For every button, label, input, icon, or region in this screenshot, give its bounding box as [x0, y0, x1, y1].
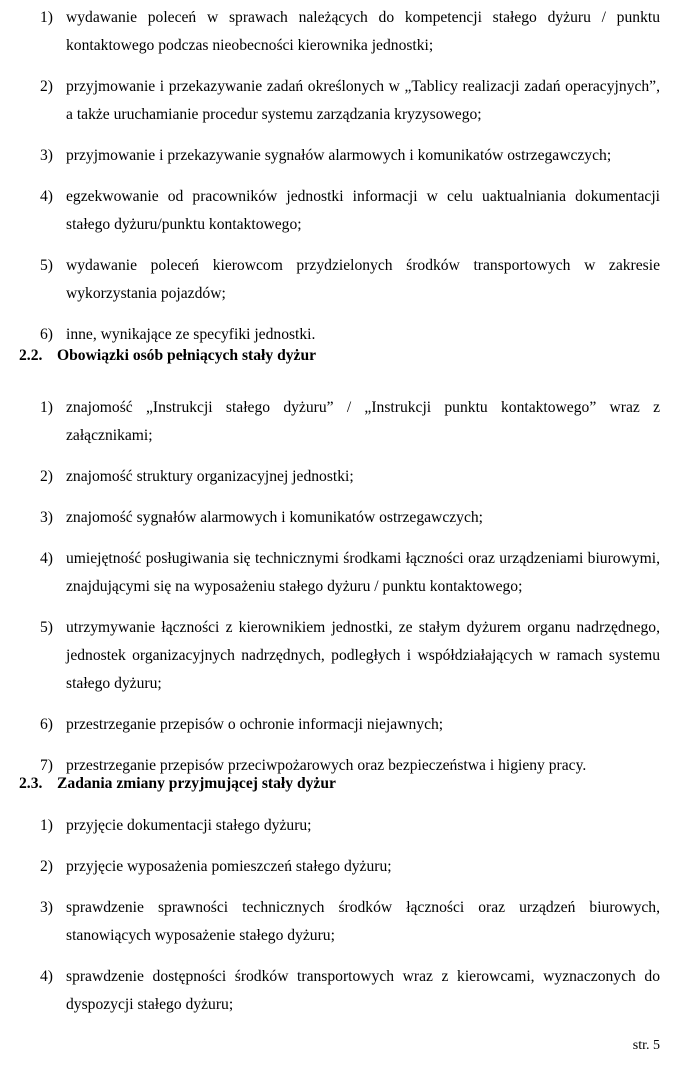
item-text: utrzymywanie łączności z kierownikiem jednostki, ze stałym dyżurem organu nadrzędnego, jednostek organizacyjnych nadrzędnych, podległych i współdziałających w ramach systemu stałego dyżuru; — [66, 619, 660, 692]
item-text: przyjmowanie i przekazywanie sygnałów alarmowych i komunikatów ostrzegawczych; — [66, 147, 612, 164]
item-number: 5) — [40, 619, 53, 636]
item-number: 2) — [40, 858, 53, 875]
page-number: str. 5 — [632, 1038, 660, 1053]
section-heading-2-2 — [19, 342, 316, 370]
item-number: 6) — [40, 716, 53, 733]
list-item — [0, 394, 700, 450]
item-text: znajomość „Instrukcji stałego dyżuru” / „Instrukcji punktu kontaktowego” wraz z załącznikami; — [66, 399, 660, 444]
item-text: przyjmowanie i przekazywanie zadań określonych w „Tablicy realizacji zadań operacyjnych”, a także uruchamianie procedur systemu zarządzania kryzysowego; — [66, 78, 660, 123]
item-number: 4) — [40, 968, 53, 985]
list-item — [0, 252, 700, 308]
item-text: sprawdzenie dostępności środków transportowych wraz z kierowcami, wyznaczonych do dyspozycji stałego dyżuru; — [66, 968, 660, 1013]
list-item — [0, 142, 700, 170]
item-text: przyjęcie wyposażenia pomieszczeń stałego dyżuru; — [66, 858, 392, 875]
list-item — [0, 812, 700, 840]
item-text: przyjęcie dokumentacji stałego dyżuru; — [66, 817, 312, 834]
section-heading-2-3 — [19, 770, 336, 798]
list-item — [0, 963, 700, 1019]
item-text: przestrzeganie przepisów o ochronie informacji niejawnych; — [66, 716, 444, 733]
section-2-3-list — [0, 812, 700, 1032]
section-title: Zadania zmiany przyjmującej stały dyżur — [57, 775, 336, 792]
item-text: znajomość struktury organizacyjnej jednostki; — [66, 468, 354, 485]
item-text: egzekwowanie od pracowników jednostki informacji w celu uaktualniania dokumentacji stałego dyżuru/punktu kontaktowego; — [66, 188, 660, 233]
section-title: Obowiązki osób pełniących stały dyżur — [57, 347, 317, 364]
intro-list — [0, 4, 700, 362]
list-item — [0, 504, 700, 532]
section-number: 2.2. — [19, 347, 43, 364]
item-number: 5) — [40, 257, 53, 274]
item-number: 3) — [40, 147, 53, 164]
item-text: umiejętność posługiwania się technicznymi środkami łączności oraz urządzeniami biurowymi, znajdującymi się na wyposażeniu stałego dyżuru / punktu kontaktowego; — [66, 550, 660, 595]
section-2-2-list — [0, 394, 700, 793]
list-item — [0, 894, 700, 950]
list-item — [0, 4, 700, 60]
item-number: 1) — [40, 9, 53, 26]
item-text: sprawdzenie sprawności technicznych środków łączności oraz urządzeń biurowych, stanowiących wyposażenie stałego dyżuru; — [66, 899, 660, 944]
item-number: 7) — [40, 757, 53, 774]
item-text: wydawanie poleceń w sprawach należących do kompetencji stałego dyżuru / punktu kontaktowego podczas nieobecności kierownika jednostki; — [66, 9, 660, 54]
section-number: 2.3. — [19, 775, 43, 792]
item-text: inne, wynikające ze specyfiki jednostki. — [66, 326, 316, 343]
item-number: 2) — [40, 468, 53, 485]
list-item — [0, 545, 700, 601]
item-number: 3) — [40, 509, 53, 526]
list-item — [0, 183, 700, 239]
item-number: 3) — [40, 899, 53, 916]
list-item — [0, 614, 700, 698]
list-item — [0, 463, 700, 491]
item-text: przestrzeganie przepisów przeciwpożarowych oraz bezpieczeństwa i higieny pracy. — [66, 757, 587, 774]
item-text: wydawanie poleceń kierowcom przydzielonych środków transportowych w zakresie wykorzystania pojazdów; — [66, 257, 660, 302]
list-item — [0, 853, 700, 881]
item-number: 1) — [40, 399, 53, 416]
item-number: 2) — [40, 78, 53, 95]
item-number: 4) — [40, 188, 53, 205]
list-item — [0, 73, 700, 129]
item-number: 4) — [40, 550, 53, 567]
item-number: 1) — [40, 817, 53, 834]
item-number: 6) — [40, 326, 53, 343]
list-item — [0, 711, 700, 739]
item-text: znajomość sygnałów alarmowych i komunikatów ostrzegawczych; — [66, 509, 484, 526]
